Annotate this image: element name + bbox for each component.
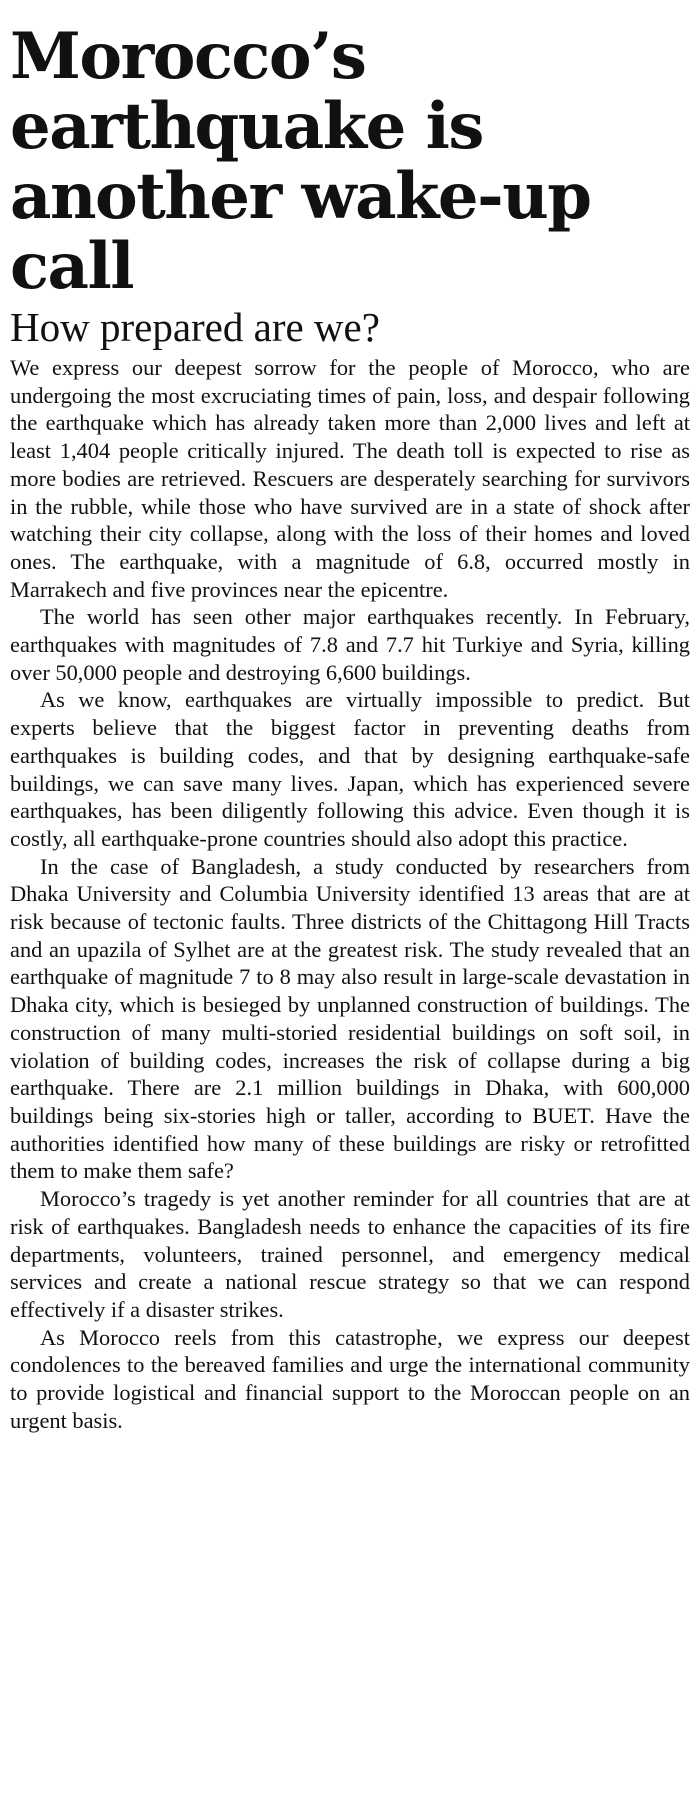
paragraph-1: We express our deepest sorrow for the people of Morocco, who are undergoing the most excruciating times of pain, loss, and despair following the earthquake which has already taken more than 2,000 lives and left at least 1,404 people critically injured. The death toll is expected to rise as more bodies are retrieved. Rescuers are desperately searching for survivors in the rubble, while those who have survived are in a state of shock after watching their city collapse, along with the loss of their homes and loved ones. The earthquake, with a magnitude of 6.8, occurred mostly in Marrakech and five provinces near the epicentre. (10, 355, 690, 602)
paragraph-4: In the case of Bangladesh, a study conducted by researchers from Dhaka University and Columbia University identified 13 areas that are at risk because of tectonic faults. Three districts of the Chittagong Hill Tracts and an upazila of Sylhet are at the greatest risk. The study revealed that an earthquake of magnitude 7 to 8 may also result in large-scale devastation in Dhaka city, which is besieged by unplanned construction of buildings. The construction of many multi-storied residential buildings on soft soil, in violation of building codes, increases the risk of collapse during a big earthquake. There are 2.1 million buildings in Dhaka, with 600,000 buildings being six-stories high or taller, according to BUET. Have the authorities identified how many of these buildings are risky or retrofitted them to make them safe? (10, 853, 690, 1184)
headline: Morocco’s earthquake is another wake-up call (10, 19, 591, 304)
paragraph-5: Morocco’s tragedy is yet another reminder for all countries that are at risk of earthquakes. Bangladesh needs to enhance the capacities of its fire departments, volunteers, trained personnel, and emergency medical services and create a national rescue strategy so that we can respond effectively if a disaster strikes. (10, 1186, 690, 1322)
subheadline: How prepared are we? (10, 304, 380, 350)
paragraph-3: As we know, earthquakes are virtually impossible to predict. But experts believe that the biggest factor in preventing deaths from earthquakes is building codes, and that by designing earthquake-safe buildings, we can save many lives. Japan, which has experienced severe earthquakes, has been diligently following this advice. Even though it is costly, all earthquake-prone countries should also adopt this practice. (10, 687, 690, 851)
article-body (10, 354, 690, 1434)
paragraph-6: As Morocco reels from this catastrophe, we express our deepest condolences to the bereaved families and urge the international community to provide logistical and financial support to the Moroccan people on an urgent basis. (10, 1324, 690, 1433)
paragraph-2: The world has seen other major earthquakes recently. In February, earthquakes with magnitudes of 7.8 and 7.7 hit Turkiye and Syria, killing over 50,000 people and destroying 6,600 buildings. (10, 604, 690, 685)
